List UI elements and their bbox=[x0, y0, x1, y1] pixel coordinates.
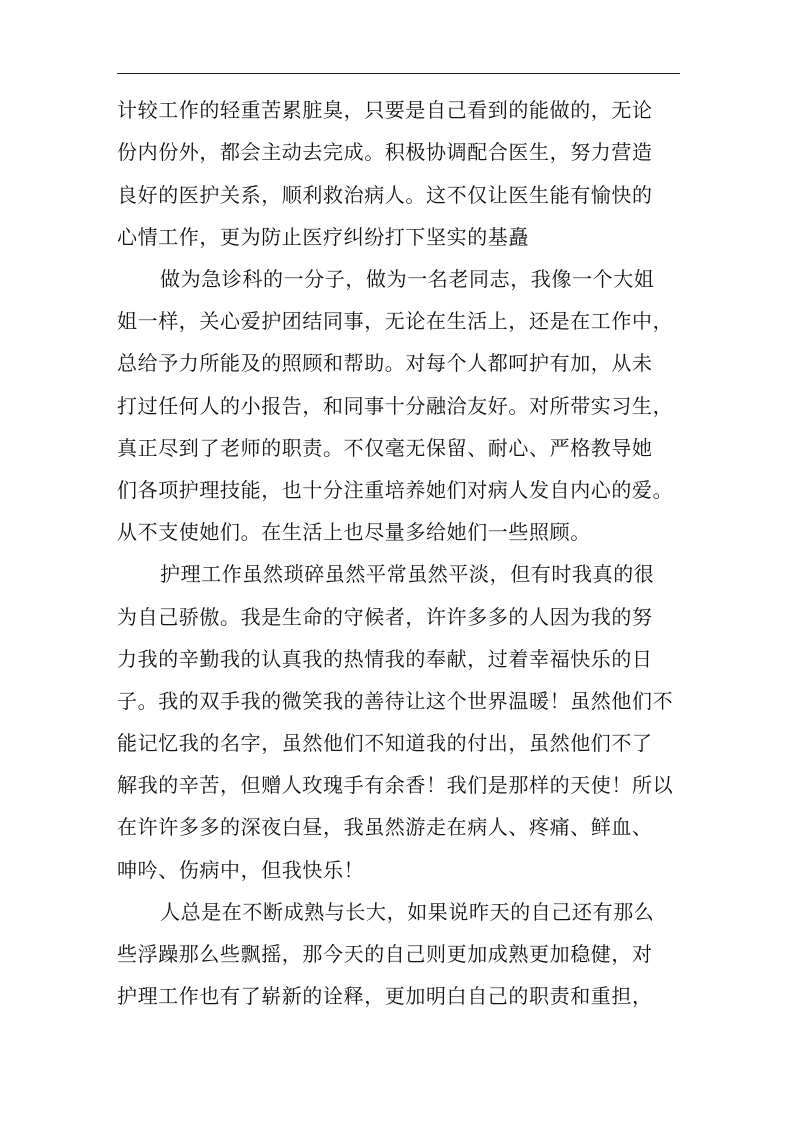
text-line: 为自己骄傲。我是生命的守候者，许许多多的人因为我的努 bbox=[117, 605, 653, 629]
text-line: 在许许多多的深夜白昼，我虽然游走在病人、疼痛、鲜血、 bbox=[117, 815, 653, 839]
text-line: 能记忆我的名字，虽然他们不知道我的付出，虽然他们不了 bbox=[117, 731, 653, 755]
text-line: 打过任何人的小报告，和同事十分融洽友好。对所带实习生， bbox=[117, 394, 674, 418]
paragraph-start-line: 护理工作虽然琐碎虽然平常虽然平淡，但有时我真的很 bbox=[160, 562, 655, 586]
text-line: 份内份外，都会主动去完成。积极协调配合医生，努力营造 bbox=[117, 140, 653, 164]
text-line: 良好的医护关系，顺利救治病人。这不仅让医生能有愉快的 bbox=[117, 183, 653, 207]
paragraph-start-line: 做为急诊科的一分子，做为一名老同志，我像一个大姐 bbox=[160, 267, 655, 291]
paragraph-start-line: 人总是在不断成熟与长大，如果说昨天的自己还有那么 bbox=[160, 900, 655, 924]
header-rule bbox=[117, 73, 680, 74]
text-line: 总给予力所能及的照顾和帮助。对每个人都呵护有加，从未 bbox=[117, 351, 653, 375]
text-line: 们各项护理技能，也十分注重培养她们对病人发自内心的爱。 bbox=[117, 478, 674, 502]
text-line: 些浮躁那么些飘摇，那今天的自己则更加成熟更加稳健，对 bbox=[117, 942, 653, 966]
text-line: 力我的辛勤我的认真我的热情我的奉献，过着幸福快乐的日 bbox=[117, 647, 653, 671]
text-line: 护理工作也有了崭新的诠释，更加明白自己的职责和重担， bbox=[117, 984, 653, 1008]
text-line: 子。我的双手我的微笑我的善待让这个世界温暖！虽然他们不 bbox=[117, 689, 674, 713]
text-line: 计较工作的轻重苦累脏臭，只要是自己看到的能做的，无论 bbox=[117, 98, 653, 122]
text-line: 真正尽到了老师的职责。不仅毫无保留、耐心、严格教导她 bbox=[117, 436, 653, 460]
text-line: 解我的辛苦，但赠人玫瑰手有余香！我们是那样的天使！所以 bbox=[117, 773, 674, 797]
text-line: 从不支使她们。在生活上也尽量多给她们一些照顾。 bbox=[117, 520, 591, 544]
text-line: 姐一样，关心爱护团结同事，无论在生活上，还是在工作中， bbox=[117, 309, 674, 333]
text-line: 呻吟、伤病中，但我快乐！ bbox=[117, 858, 365, 882]
text-line: 心情工作，更为防止医疗纠纷打下坚实的基矗 bbox=[117, 225, 529, 249]
